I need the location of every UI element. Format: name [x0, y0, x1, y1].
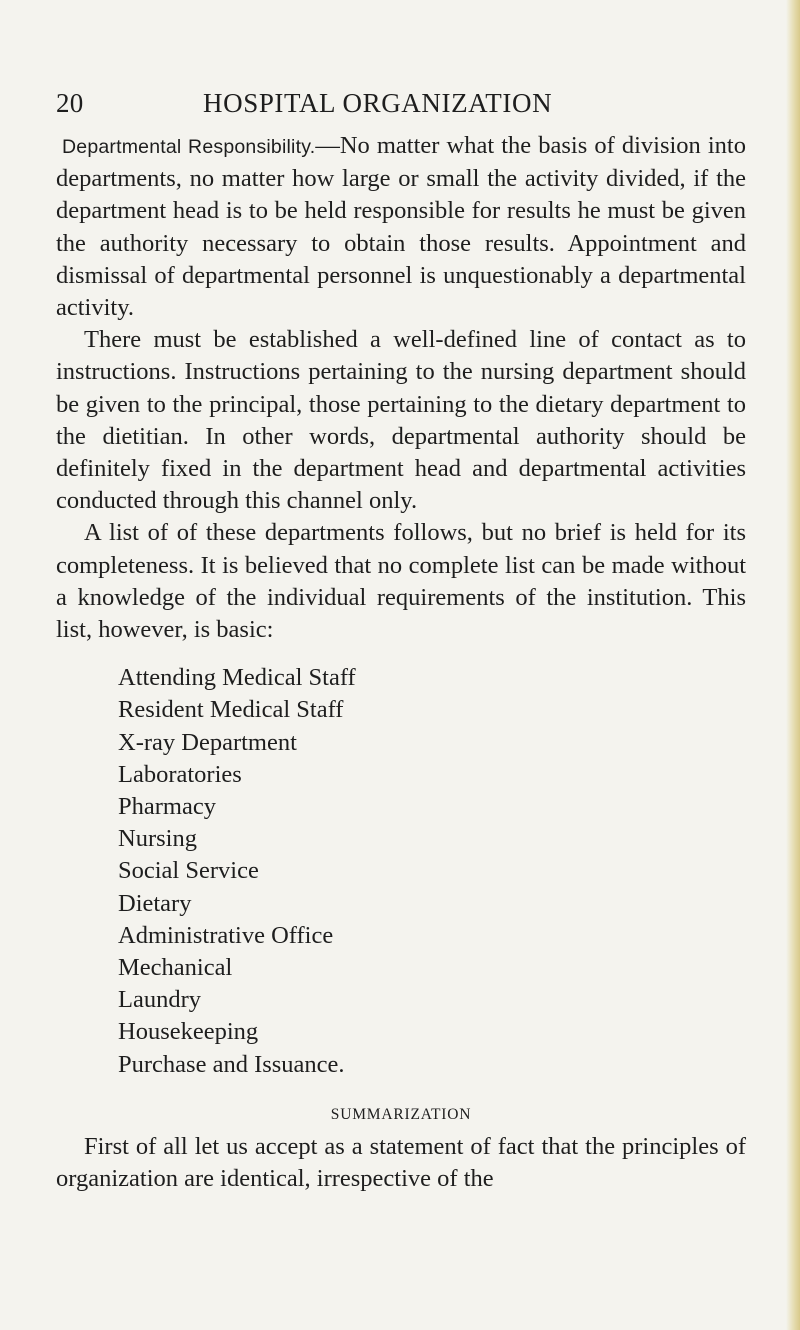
department-list [56, 662, 746, 1081]
paragraph-line-of-contact: There must be established a well-defined line of contact as to instructions. Instructions pertaining to the nursing department should be given to the principal, those pertaining to the dietary department to the dietitian. In other words, departmental authority should be definitely fixed in the department head and departmental activities conducted through this channel only. [56, 326, 746, 515]
list-item: Laboratories [118, 760, 242, 788]
list-item: Purchase and Issuance. [118, 1050, 345, 1078]
list-item: Mechanical [118, 954, 233, 982]
list-item: Dietary [118, 889, 192, 917]
list-item: Housekeeping [118, 1018, 259, 1046]
paragraph-summarization: First of all let us accept as a statement of fact that the principles of organization are identical, irrespective of the [56, 1133, 746, 1193]
list-item: X-ray Department [118, 728, 297, 756]
book-page [56, 88, 746, 1196]
section-heading: SUMMARIZATION [330, 1105, 472, 1123]
page-header [56, 88, 746, 128]
page-edge [786, 0, 800, 1330]
page-number: 20 [56, 88, 84, 118]
list-item: Attending Medical Staff [118, 664, 356, 692]
run-in-heading: Departmental Responsibility. [62, 136, 316, 158]
list-item: Administrative Office [118, 921, 334, 949]
running-head: HOSPITAL ORGANIZATION [203, 88, 553, 118]
list-item: Social Service [118, 857, 259, 885]
paragraph-list-intro: A list of of these departments follows, but no brief is held for its completeness. It is believed that no complete list can be made without a knowledge of the individual requirements of the institution. This list, however, is basic: [56, 519, 746, 644]
list-item: Pharmacy [118, 793, 216, 821]
paragraph-departmental-responsibility [56, 130, 746, 324]
list-item: Nursing [118, 825, 197, 853]
paragraph-text: —No matter what the basis of division into departments, no matter how large or small the activity divided, if the department head is to be held responsible for results he must be given the authority necessary to obtain those results. Appointment and dismissal of departmental personnel is unquestionably a departmental activity. [56, 132, 746, 322]
list-item: Resident Medical Staff [118, 696, 344, 724]
list-item: Laundry [118, 986, 201, 1014]
page-body [56, 130, 746, 1196]
